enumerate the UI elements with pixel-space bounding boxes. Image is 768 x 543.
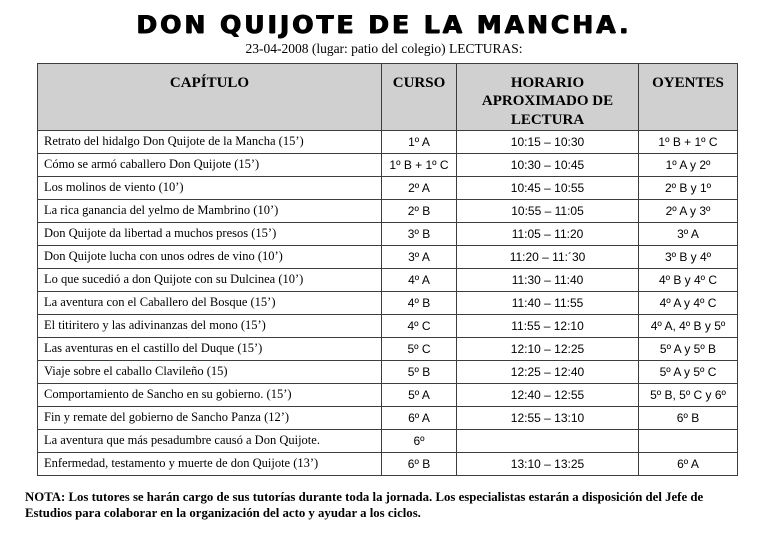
table-row (38, 452, 738, 475)
cell-oyentes: 4º A, 4º B y 5º (639, 314, 738, 337)
table-row (38, 130, 738, 153)
cell-curso: 6º B (382, 452, 457, 475)
table-row (38, 314, 738, 337)
table-body (38, 130, 738, 475)
cell-oyentes: 2º B y 1º (639, 176, 738, 199)
cell-capitulo: Viaje sobre el caballo Clavileño (15) (38, 360, 382, 383)
column-header-horario: HORARIO APROXIMADO DE LECTURA (457, 63, 639, 130)
cell-curso: 3º A (382, 245, 457, 268)
cell-capitulo: Retrato del hidalgo Don Quijote de la Mancha (15’) (38, 130, 382, 153)
cell-curso: 4º A (382, 268, 457, 291)
table-row (38, 176, 738, 199)
cell-oyentes: 4º A y 4º C (639, 291, 738, 314)
cell-capitulo: Cómo se armó caballero Don Quijote (15’) (38, 153, 382, 176)
cell-oyentes: 2º A y 3º (639, 199, 738, 222)
cell-capitulo: Comportamiento de Sancho en su gobierno. (15’) (38, 383, 382, 406)
cell-capitulo: Don Quijote da libertad a muchos presos (15’) (38, 222, 382, 245)
column-header-curso: CURSO (382, 63, 457, 130)
cell-oyentes: 4º B y 4º C (639, 268, 738, 291)
cell-oyentes: 1º A y 2º (639, 153, 738, 176)
cell-curso: 5º B (382, 360, 457, 383)
cell-oyentes (639, 429, 738, 452)
cell-capitulo: La aventura que más pesadumbre causó a Don Quijote. (38, 429, 382, 452)
cell-oyentes: 6º B (639, 406, 738, 429)
cell-oyentes: 5º B, 5º C y 6º (639, 383, 738, 406)
cell-oyentes: 1º B + 1º C (639, 130, 738, 153)
column-header-capitulo: CAPÍTULO (38, 63, 382, 130)
cell-curso: 4º B (382, 291, 457, 314)
table-row (38, 222, 738, 245)
table-row (38, 337, 738, 360)
cell-horario: 13:10 – 13:25 (457, 452, 639, 475)
cell-curso: 4º C (382, 314, 457, 337)
cell-curso: 5º C (382, 337, 457, 360)
cell-horario: 10:45 – 10:55 (457, 176, 639, 199)
cell-horario: 11:40 – 11:55 (457, 291, 639, 314)
cell-horario: 10:15 – 10:30 (457, 130, 639, 153)
cell-capitulo: Lo que sucedió a don Quijote con su Dulcinea (10’) (38, 268, 382, 291)
cell-horario: 12:10 – 12:25 (457, 337, 639, 360)
cell-curso: 6º (382, 429, 457, 452)
table-row (38, 245, 738, 268)
schedule-table (37, 63, 738, 476)
table-row (38, 429, 738, 452)
cell-horario: 11:05 – 11:20 (457, 222, 639, 245)
cell-capitulo: La aventura con el Caballero del Bosque (15’) (38, 291, 382, 314)
cell-oyentes: 5º A y 5º C (639, 360, 738, 383)
cell-horario: 10:30 – 10:45 (457, 153, 639, 176)
cell-horario: 12:40 – 12:55 (457, 383, 639, 406)
cell-curso: 6º A (382, 406, 457, 429)
cell-capitulo: Don Quijote lucha con unos odres de vino (10’) (38, 245, 382, 268)
cell-capitulo: Enfermedad, testamento y muerte de don Quijote (13’) (38, 452, 382, 475)
table-row (38, 153, 738, 176)
column-header-oyentes: OYENTES (639, 63, 738, 130)
cell-oyentes: 3º A (639, 222, 738, 245)
cell-capitulo: El titiritero y las adivinanzas del mono (15’) (38, 314, 382, 337)
cell-oyentes: 3º B y 4º (639, 245, 738, 268)
cell-curso: 2º A (382, 176, 457, 199)
footer-note: NOTA: Los tutores se harán cargo de sus tutorías durante toda la jornada. Los especialistas estarán a disposición del Jefe de Estudios para colaborar en la organización del acto y ayudar a los ciclos. (25, 489, 704, 521)
cell-capitulo: La rica ganancia del yelmo de Mambrino (10’) (38, 199, 382, 222)
cell-horario: 12:25 – 12:40 (457, 360, 639, 383)
cell-capitulo: Los molinos de viento (10’) (38, 176, 382, 199)
cell-horario (457, 429, 639, 452)
document-title: DON QUIJOTE DE LA MANCHA. (136, 10, 632, 39)
cell-curso: 2º B (382, 199, 457, 222)
cell-horario: 12:55 – 13:10 (457, 406, 639, 429)
cell-horario: 11:20 – 11:´30 (457, 245, 639, 268)
cell-curso: 3º B (382, 222, 457, 245)
table-row (38, 268, 738, 291)
cell-curso: 1º B + 1º C (382, 153, 457, 176)
cell-capitulo: Fin y remate del gobierno de Sancho Panza (12’) (38, 406, 382, 429)
table-row (38, 199, 738, 222)
cell-curso: 1º A (382, 130, 457, 153)
cell-horario: 10:55 – 11:05 (457, 199, 639, 222)
cell-horario: 11:55 – 12:10 (457, 314, 639, 337)
cell-curso: 5º A (382, 383, 457, 406)
document-subtitle: 23-04-2008 (lugar: patio del colegio) LECTURAS: (245, 40, 523, 56)
cell-oyentes: 6º A (639, 452, 738, 475)
cell-oyentes: 5º A y 5º B (639, 337, 738, 360)
table-row (38, 291, 738, 314)
table-header-row (38, 63, 738, 130)
cell-horario: 11:30 – 11:40 (457, 268, 639, 291)
table-row (38, 383, 738, 406)
table-row (38, 360, 738, 383)
cell-capitulo: Las aventuras en el castillo del Duque (15’) (38, 337, 382, 360)
table-row (38, 406, 738, 429)
